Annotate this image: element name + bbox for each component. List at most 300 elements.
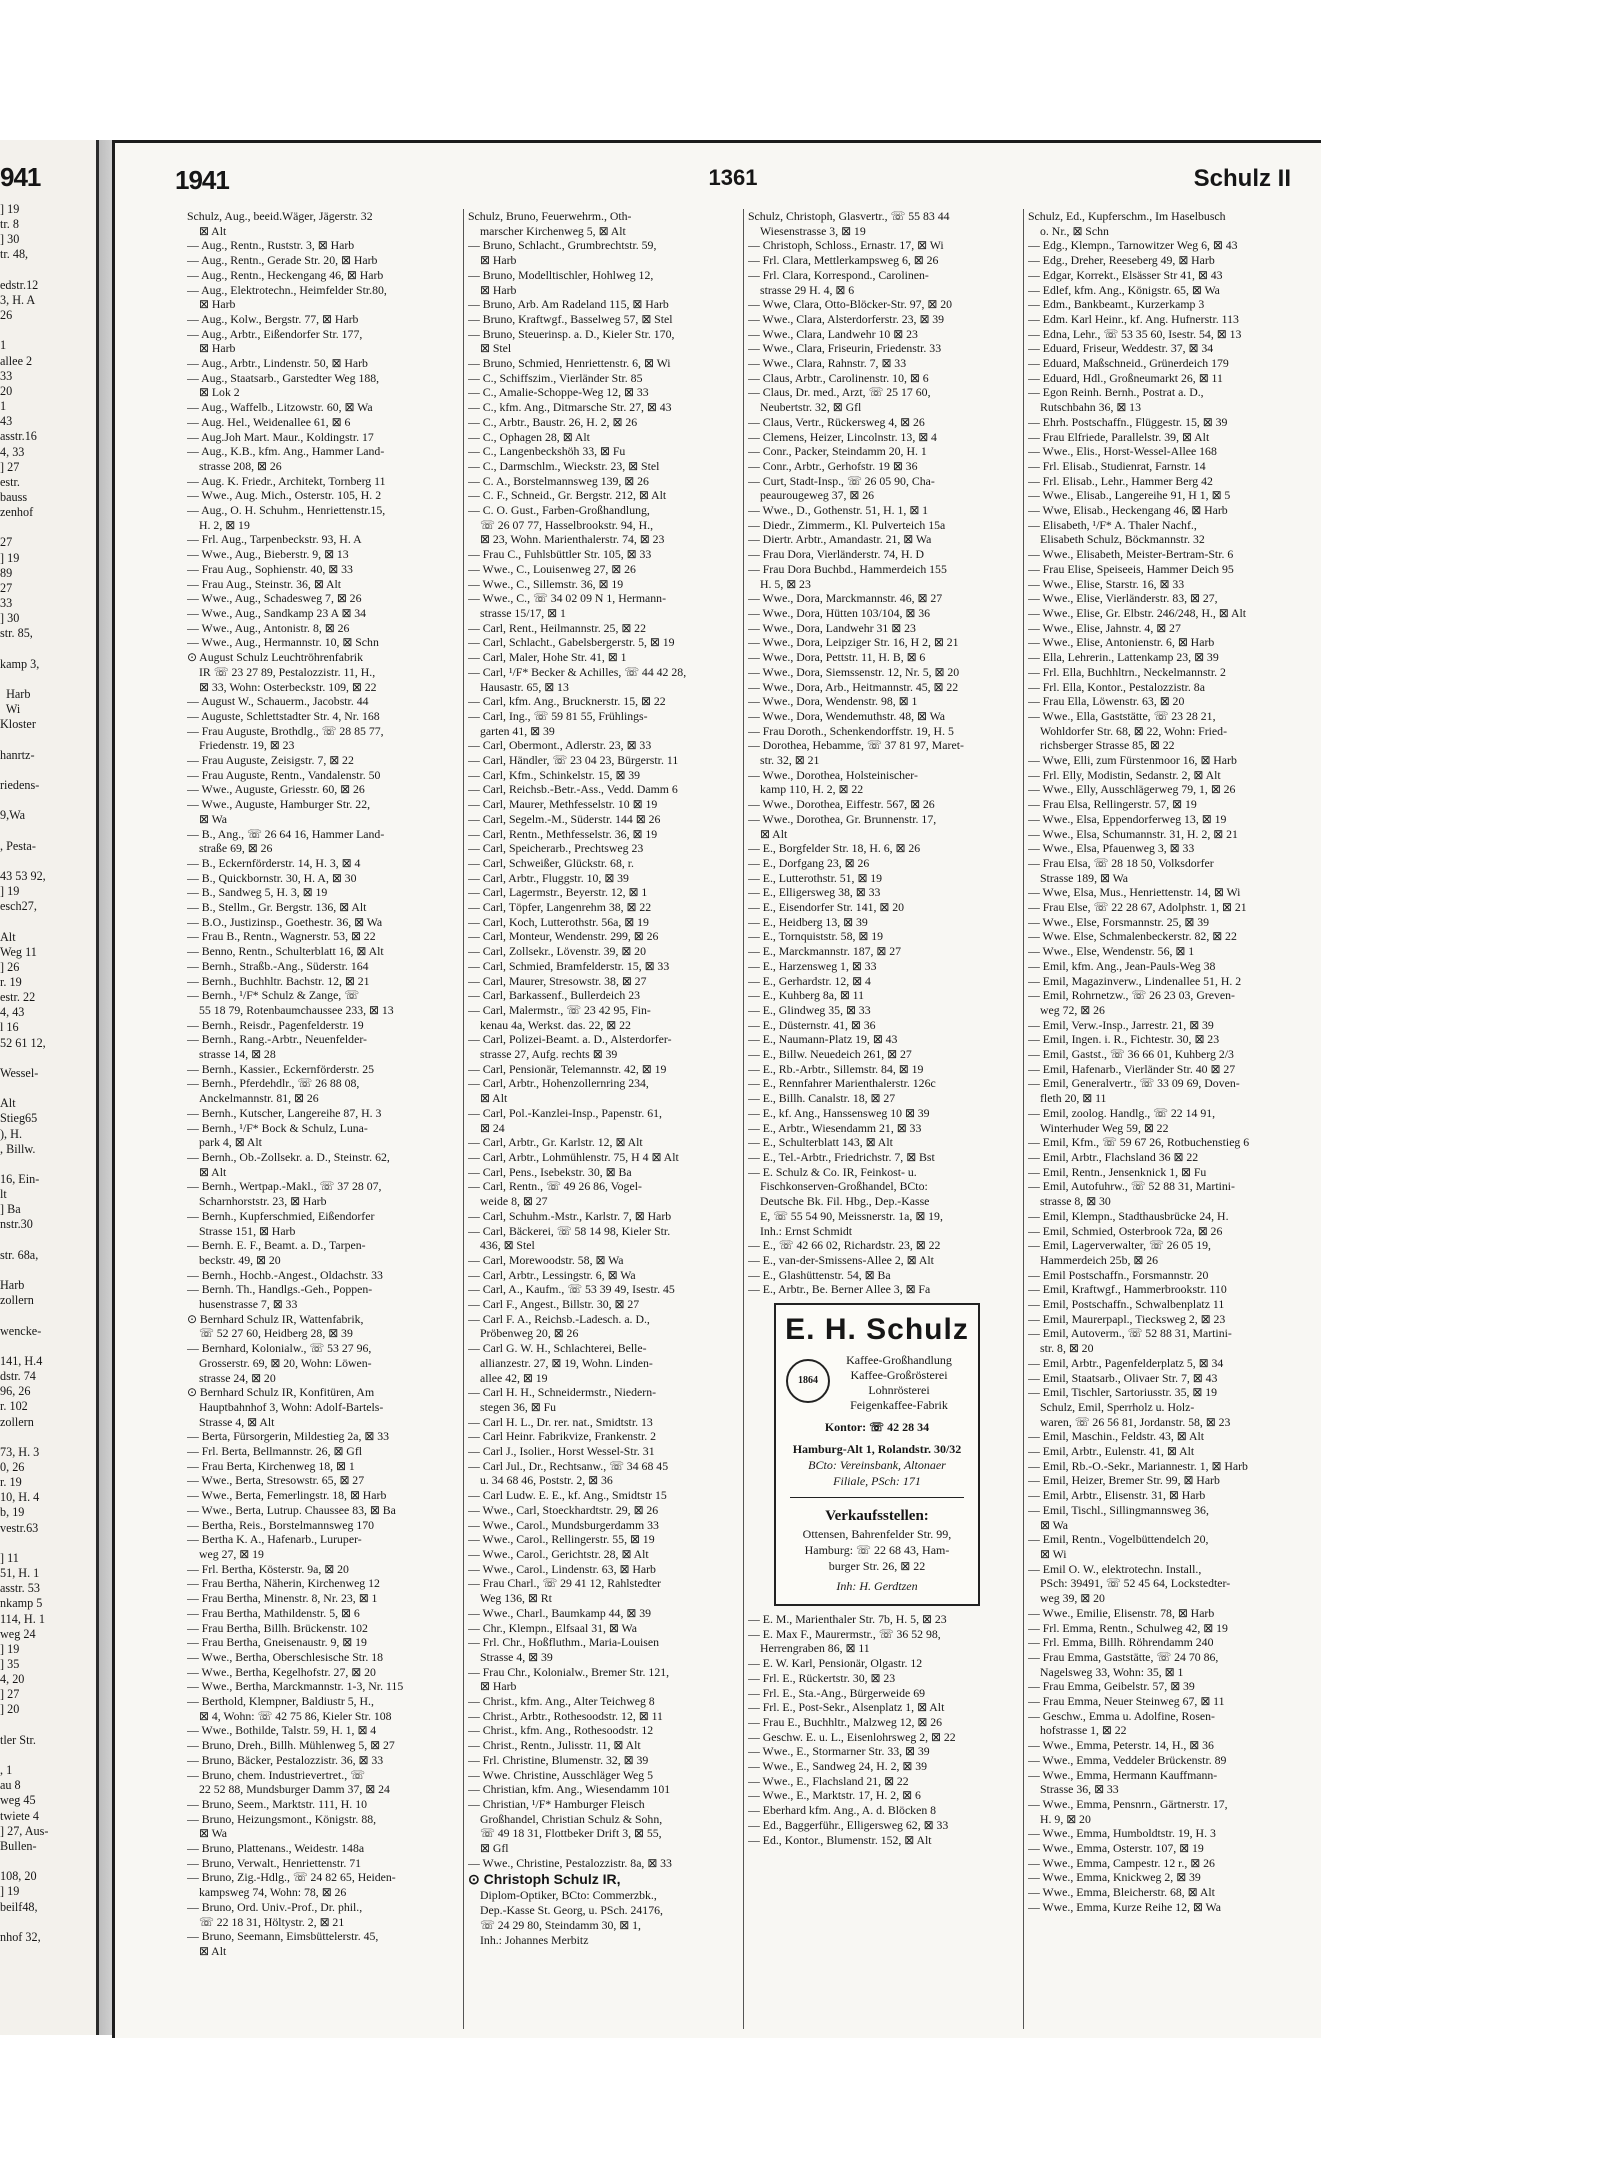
column-3-entries <box>744 209 1020 1297</box>
directory-entry: — Frl. E., Rückertstr. 30, ⊠ 23 <box>748 1670 896 1685</box>
column-1 <box>183 209 459 2029</box>
directory-entry: — Clemens, Heizer, Lincolnstr. 13, ⊠ 4 <box>748 429 937 444</box>
directory-entry: — C., Langenbeckshöh 33, ⊠ Fu <box>468 444 626 459</box>
directory-entry: — Aug., O. H. Schuhm., Henriettenstr.15, <box>187 503 386 518</box>
directory-entry: weide 8, ⊠ 27 <box>480 1194 548 1209</box>
directory-entry: — E., Rennfahrer Marienthalerstr. 126c <box>748 1076 936 1091</box>
directory-entry: waren, ☏ 26 56 81, Jordanstr. 58, ⊠ 23 <box>1040 1414 1231 1429</box>
directory-entry: allee 42, ⊠ 19 <box>480 1370 548 1385</box>
directory-entry: — Emil, Staatsarb., Olivaer Str. 7, ⊠ 43 <box>1028 1370 1218 1385</box>
directory-entry: — Wwe., E., Marktstr. 17, H. 2, ⊠ 6 <box>748 1788 921 1803</box>
directory-entry: — Berta, Fürsorgerin, Mildestieg 2a, ⊠ 33 <box>187 1429 389 1444</box>
directory-entry: — Carl, Rent., Heilmannstr. 25, ⊠ 22 <box>468 620 646 635</box>
directory-entry: Strasse 189, ⊠ Wa <box>1040 870 1129 885</box>
directory-entry: — Wwe., Elisab., Langereihe 91, H 1, ⊠ 5 <box>1028 488 1231 503</box>
directory-entry: — Emil, Gastst., ☏ 36 66 01, Kuhberg 2/3 <box>1028 1047 1234 1062</box>
directory-entry: — Wwe., Dora, Arb., Heitmannstr. 45, ⊠ 22 <box>748 679 959 694</box>
directory-entry: — Frau E., Buchhltr., Malzweg 12, ⊠ 26 <box>748 1714 943 1729</box>
directory-entry: — E., Tornquiststr. 58, ⊠ 19 <box>748 929 884 944</box>
directory-entry: — Diertr. Arbtr., Amandastr. 21, ⊠ Wa <box>748 532 932 547</box>
directory-entry: — Emil, Lagerverwalter, ☏ 26 05 19, <box>1028 1238 1211 1253</box>
directory-entry: — Wwe., Elise, Starstr. 16, ⊠ 33 <box>1028 576 1185 591</box>
directory-entry: — Bernh., ¹/F* Schulz & Zange, ☏ <box>187 988 359 1003</box>
directory-entry: PSch: 39491, ☏ 52 45 64, Lockstedter- <box>1040 1576 1231 1591</box>
directory-entry: Fischkonserven-Großhandel, BCto: <box>760 1179 928 1194</box>
directory-entry: H. 2, ⊠ 19 <box>199 517 250 532</box>
directory-entry: Hausastr. 65, ⊠ 13 <box>480 679 569 694</box>
directory-entry: ⊠ 23, Wohn. Marienthalerstr. 74, ⊠ 23 <box>480 532 665 547</box>
directory-entry: — Wwe., E., Stormarner Str. 33, ⊠ 39 <box>748 1744 930 1759</box>
ad-trade-line: Kaffee-Großhandlung <box>846 1353 952 1368</box>
directory-entry: — Carl, Schlacht., Gabelsbergerstr. 5, ⊠ 19 <box>468 635 675 650</box>
directory-entry: — Wwe., Elisabeth, Meister-Bertram-Str. 6 <box>1028 547 1234 562</box>
previous-page-text: ] 19 tr. 8 ] 30 tr. 48, edstr.12 3, H. A 26 1 allee 2 33 20 1 43 asstr.16 4, 33 ] 27 estr. bauss zenhof 27 ] 19 89 27 33 ] 30 str. 85, kamp 3, Harb Wi Kloster hanrtz- riedens- 9,Wa , Pesta- 43 53 92, ] 19 esch27, Alt Weg 11 ] 26 r. 19 estr. 22 4, 43 l 16 52 61 12, Wessel- Alt Stieg65 ), H. , Billw. 16, Ein- lt ] Ba nstr.30 str. 68a, Harb zollern wencke- 141, H.4 dstr. 74 96, 26 r. 102 zollern 73, H. 3 0, 26 r. 19 10, H. 4 b, 19 vestr.63 ] 11 51, H. 1 asstr. 53 nkamp 5 114, H. 1 weg 24 ] 19 ] 35 4, 20 ] 27 ] 20 tler Str. , 1 au 8 weg 45 twiete 4 ] 27, Aus- Bullen- 108, 20 ] 19 beilf48, nhof 32, <box>0 202 49 1944</box>
directory-entry: ☏ 52 27 60, Heidberg 28, ⊠ 39 <box>199 1326 353 1341</box>
directory-entry: — E. W. Karl, Pensionär, Olgastr. 12 <box>748 1656 923 1671</box>
directory-entry: — Claus, Dr. med., Arzt, ☏ 25 17 60, <box>748 385 931 400</box>
directory-entry: — Emil, Arbtr., Flachsland 36 ⊠ 22 <box>1028 1150 1199 1164</box>
directory-entry: — Frau Bertha, Gneisenaustr. 9, ⊠ 19 <box>187 1635 367 1650</box>
directory-entry: Neubertstr. 32, ⊠ Gfl <box>760 400 862 415</box>
directory-entry: ⊙ August Schulz Leuchtröhrenfabrik <box>187 650 363 665</box>
directory-entry: — Wwe., Berta, Lutrup. Chaussee 83, ⊠ Ba <box>187 1502 396 1517</box>
directory-entry: — Christ., Arbtr., Rothesoodstr. 12, ⊠ 11 <box>468 1708 663 1723</box>
previous-page-edge <box>0 140 99 2035</box>
directory-entry: — Bruno, Heizungsmont., Königstr. 88, <box>187 1811 377 1826</box>
directory-entry: — Wwe., Elly, Ausschlägerweg 79, 1, ⊠ 26 <box>1028 782 1236 797</box>
directory-entry: — Carl, Kfm., Schinkelstr. 15, ⊠ 39 <box>468 767 641 782</box>
directory-entry: strasse 15/17, ⊠ 1 <box>480 605 566 620</box>
directory-entry: — E., Glashüttenstr. 54, ⊠ Ba <box>748 1267 891 1282</box>
directory-entry: — Christian, ¹/F* Hamburger Fleisch <box>468 1796 645 1811</box>
directory-entry: — Bernh., Pferdehdlr., ☏ 26 88 08, <box>187 1076 360 1091</box>
directory-entry: — Aug., Rentn., Ruststr. 3, ⊠ Harb <box>187 238 355 253</box>
ad-sales-line: Ottensen, Bahrenfelder Str. 99, <box>802 1527 952 1542</box>
directory-entry: — Edm., Bankbeamt., Kurzerkamp 3 <box>1028 297 1205 312</box>
directory-entry: — Emil, Verw.-Insp., Jarrestr. 21, ⊠ 39 <box>1028 1017 1214 1032</box>
directory-entry: — Bruno, chem. Industrievertret., ☏ <box>187 1767 365 1782</box>
directory-entry: — Bruno, Seemann, Eimsbüttelerstr. 45, <box>187 1929 379 1944</box>
directory-entry: — Frl. Bertha, Kösterstr. 9a, ⊠ 20 <box>187 1561 349 1576</box>
directory-entry: — Bernh., Rang.-Arbtr., Neuenfelder- <box>187 1032 367 1047</box>
directory-entry: — E., Billh. Canalstr. 18, ⊠ 27 <box>748 1091 896 1106</box>
directory-entry: — Wwe., Carol., Gerichtstr. 28, ⊠ Alt <box>468 1546 649 1561</box>
directory-entry: — Frl. Emma, Billh. Röhrendamm 240 <box>1028 1635 1214 1650</box>
directory-entry: — Frau C., Fuhlsbüttler Str. 105, ⊠ 33 <box>468 547 652 562</box>
directory-entry: Dep.-Kasse St. Georg, u. PSch. 24176, <box>480 1903 663 1918</box>
directory-entry: — B.O., Justizinsp., Goethestr. 36, ⊠ Wa <box>187 914 383 929</box>
directory-entry: H. 9, ⊠ 20 <box>1040 1811 1091 1826</box>
directory-entry: — Frau Dora Buchbd., Hammerdeich 155 <box>748 561 947 576</box>
directory-entry: — Carl, Maurer, Methfesselstr. 10 ⊠ 19 <box>468 797 658 812</box>
directory-entry: — Wwe, Elli, zum Fürstenmoor 16, ⊠ Harb <box>1028 753 1237 768</box>
directory-entry: — Bruno, Kraftwgf., Basselweg 57, ⊠ Stel <box>468 311 673 326</box>
directory-entry: — E., Billw. Neuedeich 261, ⊠ 27 <box>748 1047 912 1062</box>
directory-entry: — Carl, A., Kaufm., ☏ 53 39 49, Isestr. 45 <box>468 1282 675 1297</box>
directory-entry: — Carl, Händler, ☏ 23 04 23, Bürgerstr. 11 <box>468 753 679 768</box>
directory-entry: — Claus, Vertr., Rückersweg 4, ⊠ 26 <box>748 414 925 429</box>
directory-entry: — Carl, Arbtr., Hohenzollernring 234, <box>468 1076 649 1091</box>
directory-entry: Strasse 151, ⊠ Harb <box>199 1223 296 1238</box>
directory-entry: Elisabeth Schulz, Böckmannstr. 32 <box>1040 532 1205 547</box>
directory-entry: — Carl, Lagermstr., Beyerstr. 12, ⊠ 1 <box>468 885 648 900</box>
directory-entry: ⊠ Harb <box>480 253 517 268</box>
directory-entry: strasse 8, ⊠ 30 <box>1040 1194 1111 1209</box>
directory-entry: Wiesenstrasse 3, ⊠ 19 <box>760 223 866 238</box>
directory-entry: — E., Arbtr., Be. Berner Allee 3, ⊠ Fa <box>748 1282 931 1297</box>
directory-entry: ⊠ Harb <box>199 297 236 312</box>
directory-entry: — Diedr., Zimmerm., Kl. Pulverteich 15a <box>748 517 946 532</box>
directory-entry: — Frau Berta, Kirchenweg 18, ⊠ 1 <box>187 1458 355 1473</box>
directory-entry: — Bruno, Bäcker, Pestalozzistr. 36, ⊠ 33 <box>187 1752 384 1767</box>
directory-entry: — E. Schulz & Co. IR, Feinkost- u. <box>748 1164 917 1179</box>
directory-entry: ⊠ 24 <box>480 1120 505 1135</box>
directory-entry: — Wwe., Dora, Landwehr 31 ⊠ 23 <box>748 620 916 635</box>
directory-entry: — Wwe., Emma, Bleicherstr. 68, ⊠ Alt <box>1028 1885 1215 1900</box>
directory-entry: — Emil, Tischler, Sartoriusstr. 35, ⊠ 19 <box>1028 1385 1217 1400</box>
directory-entry: — Carl, Bäckerei, ☏ 58 14 98, Kieler Str. <box>468 1223 671 1238</box>
directory-entry: str. 32, ⊠ 21 <box>760 753 820 768</box>
directory-entry: — E., Marckmannstr. 187, ⊠ 27 <box>748 944 902 959</box>
directory-entry: — Wwe., Dorothea, Gr. Brunnenstr. 17, <box>748 811 937 826</box>
directory-entry: ⊠ Alt <box>760 826 788 841</box>
directory-entry: — Aug., Rentn., Heckengang 46, ⊠ Harb <box>187 267 384 282</box>
directory-entry: — E., Lutterothstr. 51, ⊠ 19 <box>748 870 883 885</box>
directory-entry: — Emil, zoolog. Handlg., ☏ 22 14 91, <box>1028 1105 1216 1120</box>
directory-entry: weg 39, ⊠ 20 <box>1040 1591 1105 1606</box>
directory-entry: — Aug., Arbtr., Eißendorfer Str. 177, <box>187 326 363 341</box>
directory-entry: — Ed., Kontor., Blumenstr. 152, ⊠ Alt <box>748 1832 932 1847</box>
directory-entry: — B., Ang., ☏ 26 64 16, Hammer Land- <box>187 826 385 841</box>
directory-entry: — Wwe., Elise, Antonienstr. 6, ⊠ Harb <box>1028 635 1215 650</box>
directory-entry: — Carl, Rentn., Methfesselstr. 36, ⊠ 19 <box>468 826 658 841</box>
directory-entry: — Emil, Kfm., ☏ 59 67 26, Rotbuchenstieg 6 <box>1028 1135 1250 1150</box>
directory-entry: — Carl, Zollsekr., Lövenstr. 39, ⊠ 20 <box>468 944 646 959</box>
directory-entry: — E., Naumann-Platz 19, ⊠ 43 <box>748 1032 898 1047</box>
directory-entry: — Wwe., Emma, Peterstr. 14, H., ⊠ 36 <box>1028 1738 1214 1753</box>
directory-entry: — Wwe., Charl., Baumkamp 44, ⊠ 39 <box>468 1605 651 1620</box>
directory-entry: weg 72, ⊠ 26 <box>1040 1002 1105 1017</box>
directory-entry: — Wwe., Berta, Femerlingstr. 18, ⊠ Harb <box>187 1488 387 1503</box>
directory-entry: — Wwe., Emma, Knickweg 2, ⊠ 39 <box>1028 1870 1201 1885</box>
directory-entry: H. 5, ⊠ 23 <box>760 576 811 591</box>
directory-entry: — Frau Auguste, Brothdlg., ☏ 28 85 77, <box>187 723 384 738</box>
directory-entry: — Carl, Reichsb.-Betr.-Ass., Vedd. Damm 6 <box>468 782 678 797</box>
directory-entry: — Frau Else, ☏ 22 28 67, Adolphstr. 1, ⊠ 21 <box>1028 900 1247 915</box>
directory-entry: — Carl, Schmied, Bramfelderstr. 15, ⊠ 33 <box>468 958 670 973</box>
directory-entry: — Edm. Karl Heinr., kf. Ang. Hufnerstr. 113 <box>1028 311 1239 326</box>
directory-entry: allianzestr. 27, ⊠ 19, Wohn. Linden- <box>480 1355 653 1370</box>
directory-entry: — E., Tel.-Arbtr., Friedrichstr. 7, ⊠ Bst <box>748 1150 935 1164</box>
directory-entry: Herrengraben 86, ⊠ 11 <box>760 1641 870 1656</box>
column-3 <box>743 209 1020 2029</box>
directory-entry: strasse 208, ⊠ 26 <box>199 458 282 473</box>
directory-entry: — Egon Reinh. Bernh., Postrat a. D., <box>1028 385 1204 400</box>
directory-entry: — E., Elligersweg 38, ⊠ 33 <box>748 885 881 900</box>
directory-entry: — Ed., Baggerführ., Elligersweg 62, ⊠ 33 <box>748 1817 949 1832</box>
directory-entry: — Christ., kfm. Ang., Rothesoodstr. 12 <box>468 1723 654 1738</box>
directory-entry: — Emil, Rentn., Jensenknick 1, ⊠ Fu <box>1028 1164 1207 1179</box>
directory-entry: — E., Heidberg 13, ⊠ 39 <box>748 914 868 929</box>
directory-entry: — Frau Bertha, Näherin, Kirchenweg 12 <box>187 1576 380 1591</box>
directory-entry: — Edlef, kfm. Ang., Königstr. 65, ⊠ Wa <box>1028 282 1220 297</box>
directory-entry: — Frl. E., Post-Sekr., Alsenplatz 1, ⊠ Alt <box>748 1700 945 1715</box>
directory-entry: ⊠ Alt <box>480 1091 508 1106</box>
directory-entry: — Wwe., Carol., Rellingerstr. 55, ⊠ 19 <box>468 1532 655 1547</box>
directory-entry: — Wwe., Elsa, Eppendorferweg 13, ⊠ 19 <box>1028 811 1227 826</box>
directory-entry: ⊠ Harb <box>199 341 236 356</box>
directory-entry: — Emil Postschaffn., Forsmannstr. 20 <box>1028 1267 1209 1282</box>
directory-entry: — Wwe., Clara, Friseurin, Friedenstr. 33 <box>748 341 942 356</box>
directory-entry: — Emil, Maurerpapl., Tiecksweg 2, ⊠ 23 <box>1028 1311 1226 1326</box>
directory-entry: — Ella, Lehrerin., Lattenkamp 23, ⊠ 39 <box>1028 650 1219 665</box>
directory-entry: — Wwe., Christine, Pestalozzistr. 8a, ⊠ 33 <box>468 1855 672 1870</box>
ad-branch: Filiale, PSch: 171 <box>833 1474 921 1489</box>
directory-entry: — Frau Elsa, ☏ 28 18 50, Volksdorfer <box>1028 855 1214 870</box>
directory-entry: richsberger Strasse 85, ⊠ 22 <box>1040 738 1175 753</box>
directory-entry: — Wwe., Emilie, Elisenstr. 78, ⊠ Harb <box>1028 1605 1215 1620</box>
directory-entry: ⊠ Harb <box>480 1679 517 1694</box>
directory-entry: Schulz, Bruno, Feuerwehrm., Oth- <box>468 209 632 223</box>
directory-entry: — Frau Dora, Vierländerstr. 74, H. D <box>748 547 924 562</box>
directory-entry: Strasse 36, ⊠ 33 <box>1040 1782 1119 1797</box>
directory-entry: — Wwe., Emma, Humboldtstr. 19, H. 3 <box>1028 1826 1216 1841</box>
directory-entry: — Frau Elsa, Rellingerstr. 57, ⊠ 19 <box>1028 797 1197 812</box>
directory-entry: 55 18 79, Rotenbaumchaussee 233, ⊠ 13 <box>199 1002 394 1017</box>
ad-seal-emblem: 1864 <box>786 1359 830 1403</box>
directory-entry: — Carl, Schweißer, Glückstr. 68, r. <box>468 855 634 870</box>
directory-entry: — Emil, Arbtr., Elisenstr. 31, ⊠ Harb <box>1028 1488 1206 1503</box>
directory-entry: ⊠ 4, Wohn: ☏ 42 75 86, Kieler Str. 108 <box>199 1708 392 1723</box>
directory-entry: — Emil O. W., elektrotechn. Install., <box>1028 1561 1202 1576</box>
directory-entry: — Carl, Töpfer, Langenrehm 38, ⊠ 22 <box>468 900 652 915</box>
directory-entry: — Wwe. Christine, Ausschläger Weg 5 <box>468 1767 654 1782</box>
directory-entry: — Frau Elfriede, Parallelstr. 39, ⊠ Alt <box>1028 429 1210 444</box>
directory-entry: — Ehrh. Postschaffn., Flüggestr. 15, ⊠ 39 <box>1028 414 1228 429</box>
directory-entry: — Frau Auguste, Zeisigstr. 7, ⊠ 22 <box>187 753 354 768</box>
directory-entry: — Bruno, Schlacht., Grumbrechtstr. 59, <box>468 238 657 253</box>
directory-entry: strasse 27, Aufg. rechts ⊠ 39 <box>480 1047 618 1062</box>
directory-entry: — Frl. E., Sta.-Ang., Bürgerweide 69 <box>748 1685 926 1700</box>
directory-entry: — Conr., Packer, Steindamm 20, H. 1 <box>748 444 927 459</box>
directory-entry: — Bernh., ¹/F* Bock & Schulz, Luna- <box>187 1120 368 1135</box>
directory-entry: — Aug. K. Friedr., Architekt, Tornberg 11 <box>187 473 386 488</box>
directory-entry: — E., Eisendorfer Str. 141, ⊠ 20 <box>748 900 905 915</box>
directory-entry: Scharnhorststr. 23, ⊠ Harb <box>199 1194 327 1209</box>
directory-entry: — Carl, Segelm.-M., Süderstr. 144 ⊠ 26 <box>468 811 661 826</box>
directory-entry: — Frl. Aug., Tarpenbeckstr. 93, H. A <box>187 532 362 547</box>
directory-entry: — Bertha, Reis., Borstelmannsweg 170 <box>187 1517 375 1532</box>
directory-entry: — Christian, kfm. Ang., Wiesendamm 101 <box>468 1782 671 1797</box>
directory-entry: — Carl, Maurer, Stresowstr. 38, ⊠ 27 <box>468 973 647 988</box>
directory-entry: — Carl, kfm. Ang., Brucknerstr. 15, ⊠ 22 <box>468 694 666 709</box>
directory-entry: — Wwe., Elis., Horst-Wessel-Allee 168 <box>1028 444 1217 459</box>
directory-entry: — Wwe., D., Gothenstr. 51, H. 1, ⊠ 1 <box>748 503 929 518</box>
directory-entry: 22 52 88, Mundsburger Damm 37, ⊠ 24 <box>199 1782 390 1797</box>
directory-entry: — Emil, Rentn., Vogelbüttendelch 20, <box>1028 1532 1209 1547</box>
directory-entry: ☏ 22 18 31, Höltystr. 2, ⊠ 21 <box>199 1914 345 1929</box>
directory-entry: — Frau Aug., Sophienstr. 40, ⊠ 33 <box>187 561 353 576</box>
directory-entry: — Eduard, Maßschneid., Grünerdeich 179 <box>1028 356 1229 371</box>
directory-entry: — Christ., Rentn., Julisstr. 11, ⊠ Alt <box>468 1738 641 1753</box>
directory-entry: — Wwe., Bothilde, Talstr. 59, H. 1, ⊠ 4 <box>187 1723 377 1738</box>
ad-trade-line: Kaffee-Großrösterei <box>850 1368 948 1383</box>
directory-entry: ☏ 24 29 80, Steindamm 30, ⊠ 1, <box>480 1917 641 1932</box>
directory-entry: — Bernh., Kutscher, Langereihe 87, H. 3 <box>187 1105 382 1120</box>
directory-entry: — Emil, Maschin., Feldstr. 43, ⊠ Alt <box>1028 1429 1205 1444</box>
directory-entry: — Carl, Schuhm.-Mstr., Karlstr. 7, ⊠ Harb <box>468 1208 672 1223</box>
directory-page <box>112 140 1321 2038</box>
directory-entry: Strasse 4, ⊠ 39 <box>480 1649 553 1664</box>
directory-entry: — Carl F., Angest., Billstr. 30, ⊠ 27 <box>468 1297 640 1312</box>
directory-entry: — Wwe., Dora, Wendemuthstr. 48, ⊠ Wa <box>748 708 946 723</box>
directory-entry: — Emil, Heizer, Bremer Str. 99, ⊠ Harb <box>1028 1473 1220 1488</box>
directory-entry: — Wwe., Elsa, Pfauenweg 3, ⊠ 33 <box>1028 841 1195 856</box>
directory-entry: hofstrasse 1, ⊠ 22 <box>1040 1723 1127 1738</box>
directory-entry: — B., Quickbornstr. 30, H. A, ⊠ 30 <box>187 870 357 885</box>
directory-entry: — Aug., Arbtr., Lindenstr. 50, ⊠ Harb <box>187 356 368 371</box>
directory-entry: — C., Arbtr., Baustr. 26, H. 2, ⊠ 26 <box>468 414 638 429</box>
directory-entry: — Frl. Christine, Blumenstr. 32, ⊠ 39 <box>468 1752 649 1767</box>
directory-entry: ⊠ Alt <box>199 1164 227 1179</box>
directory-entry: Schulz, Ed., Kupferschm., Im Haselbusch <box>1028 209 1226 223</box>
directory-entry: — Bernhard, Kolonialw., ☏ 53 27 96, <box>187 1341 372 1356</box>
directory-entry: — Frau Emma, Gaststätte, ☏ 24 70 86, <box>1028 1649 1219 1664</box>
directory-entry: ⊠ Alt <box>199 223 227 238</box>
directory-entry: — Christoph, Schloss., Ernastr. 17, ⊠ Wi <box>748 238 944 253</box>
directory-entry: — B., Eckernförderstr. 14, H. 3, ⊠ 4 <box>187 855 361 870</box>
directory-entry: — C. O. Gust., Farben-Großhandlung, <box>468 503 650 518</box>
directory-entry: Hauptbahnhof 3, Wohn: Adolf-Bartels- <box>199 1399 384 1414</box>
directory-entry: — Frau Emma, Geibelstr. 57, ⊠ 39 <box>1028 1679 1195 1694</box>
directory-entry: — Frl. Elisab., Lehr., Hammer Berg 42 <box>1028 473 1213 488</box>
directory-entry: — Wwe., Ella, Gaststätte, ☏ 23 28 21, <box>1028 708 1216 723</box>
directory-entry: Pröbenweg 20, ⊠ 26 <box>480 1326 579 1341</box>
directory-entry: — Aug., Elektrotechn., Heimfelder Str.80, <box>187 282 387 297</box>
directory-entry: — Wwe., Emma, Osterstr. 107, ⊠ 19 <box>1028 1841 1204 1856</box>
directory-entry: — E., Glindweg 35, ⊠ 33 <box>748 1002 871 1017</box>
directory-entry: — E. M., Marienthaler Str. 7b, H. 5, ⊠ 23 <box>748 1612 947 1627</box>
directory-entry: — Wwe., Clara, Rahnstr. 7, ⊠ 33 <box>748 356 907 371</box>
directory-entry: — Frl. Elly, Modistin, Sedanstr. 2, ⊠ Alt <box>1028 767 1221 782</box>
directory-entry: — Emil, Rb.-O.-Sekr., Mariannestr. 1, ⊠ Harb <box>1028 1458 1248 1473</box>
directory-entry: — E., Borgfelder Str. 18, H. 6, ⊠ 26 <box>748 841 921 856</box>
directory-entry: — Carl Heinr. Fabrikvize, Frankenstr. 2 <box>468 1429 657 1444</box>
directory-entry: — Bruno, Zig.-Hdlg., ☏ 24 82 65, Heiden- <box>187 1870 396 1885</box>
directory-entry: ⊠ Wa <box>199 1826 228 1841</box>
directory-entry: — Bruno, Schmied, Henriettenstr. 6, ⊠ Wi <box>468 356 671 371</box>
directory-entry: — Bruno, Modelltischler, Hohlweg 12, <box>468 267 654 282</box>
directory-entry: Rutschbahn 36, ⊠ 13 <box>1040 400 1141 415</box>
directory-entry: o. Nr., ⊠ Schn <box>1040 223 1109 238</box>
directory-entry: — Edgar, Korrekt., Elsässer Str 41, ⊠ 43 <box>1028 267 1223 282</box>
directory-entry: — E., Dorfgang 23, ⊠ 26 <box>748 855 870 870</box>
directory-entry: — Wwe., Dorothea, Eiffestr. 567, ⊠ 26 <box>748 797 935 812</box>
ad-sales-heading: Verkaufsstellen: <box>825 1508 929 1525</box>
directory-entry: ⊠ Alt <box>199 1943 227 1958</box>
directory-entry: husenstrasse 7, ⊠ 33 <box>199 1297 298 1312</box>
directory-entry: — Aug., Kolw., Bergstr. 77, ⊠ Harb <box>187 311 359 326</box>
directory-entry: — Geschw., Emma u. Adolfine, Rosen- <box>1028 1708 1215 1723</box>
directory-entry: — Wwe., C., ☏ 34 02 09 N 1, Hermann- <box>468 591 667 606</box>
directory-entry: — Wwe., Carl, Stoeckhardtstr. 29, ⊠ 26 <box>468 1502 659 1517</box>
directory-entry: — Carl, Monteur, Wendenstr. 299, ⊠ 26 <box>468 929 659 944</box>
directory-entry: — Emil, Autoverm., ☏ 52 88 31, Martini- <box>1028 1326 1232 1341</box>
ad-trade-line: Feigenkaffee-Fabrik <box>850 1398 948 1413</box>
ad-kontor: Kontor: ☏ 42 28 34 <box>824 1420 930 1435</box>
directory-entry: — Bernh., Kassier., Eckernförderstr. 25 <box>187 1061 375 1076</box>
directory-entry: Großhandel, Christian Schulz & Sohn, <box>480 1811 663 1826</box>
column-3-after-ad <box>744 1612 1020 1847</box>
column-1-entries <box>183 209 459 1959</box>
directory-entry: — Eduard, Hdl., Großneumarkt 26, ⊠ 11 <box>1028 370 1223 385</box>
directory-entry: — Carl, Morewoodstr. 58, ⊠ Wa <box>468 1252 624 1267</box>
directory-entry: — Aug.Joh Mart. Maur., Koldingstr. 17 <box>187 429 374 444</box>
directory-entry: — Benno, Rentn., Schulterblatt 16, ⊠ Alt <box>187 944 384 959</box>
directory-entry: — Frau Bertha, Minenstr. 8, Nr. 23, ⊠ 1 <box>187 1591 378 1606</box>
ad-bank: BCto: Vereinsbank, Altonaer <box>808 1458 946 1473</box>
directory-entry: — Emil, Generalvertr., ☏ 33 09 69, Doven- <box>1028 1076 1240 1091</box>
directory-entry: — Emil, Tischl., Sillingmannsweg 36, <box>1028 1502 1209 1517</box>
directory-entry: — Emil, Klempn., Stadthausbrücke 24, H. <box>1028 1208 1229 1223</box>
directory-entry: — Wwe., Auguste, Griesstr. 60, ⊠ 26 <box>187 782 365 797</box>
directory-entry: — Bruno, Dreh., Billh. Mühlenweg 5, ⊠ 27 <box>187 1738 395 1753</box>
directory-entry: — Bernh., Hochb.-Angest., Oldachstr. 33 <box>187 1267 383 1282</box>
directory-entry: — Carl, Polizei-Beamt. a. D., Alsterdorfer- <box>468 1032 672 1047</box>
directory-entry: — Wwe, Clara, Otto-Blöcker-Str. 97, ⊠ 20 <box>748 297 953 312</box>
directory-entry: — Frau Charl., ☏ 29 41 12, Rahlstedter <box>468 1576 661 1591</box>
directory-entry: — E., Düsternstr. 41, ⊠ 36 <box>748 1017 876 1032</box>
directory-entry: — C. A., Borstelmannsweg 139, ⊠ 26 <box>468 473 649 488</box>
directory-entry: — Wwe., Aug., Hermannstr. 10, ⊠ Schn <box>187 635 379 650</box>
directory-entry: ⊠ Lok 2 <box>199 385 240 400</box>
ad-divider <box>790 1497 964 1498</box>
directory-entry: — Wwe., E., Flachsland 21, ⊠ 22 <box>748 1773 909 1788</box>
directory-entry: — Wwe., Aug., Antonistr. 8, ⊠ 26 <box>187 620 350 635</box>
directory-entry: — Bruno, Ord. Univ.-Prof., Dr. phil., <box>187 1899 363 1914</box>
directory-entry: — E., Schulterblatt 143, ⊠ Alt <box>748 1135 893 1150</box>
directory-entry: ⊠ Harb <box>480 282 517 297</box>
directory-entry: — C., Darmschlm., Wieckstr. 23, ⊠ Stel <box>468 458 660 473</box>
directory-entry: — Emil, Arbtr., Pagenfelderplatz 5, ⊠ 34 <box>1028 1355 1224 1370</box>
christoph-schulz-heading: ⊙ Christoph Schulz IR, <box>468 1871 621 1888</box>
directory-entry: — Carl, Barkassenf., Bullerdeich 23 <box>468 988 640 1003</box>
directory-entry: — Wwe., Aug., Sandkamp 23 A ⊠ 34 <box>187 605 367 620</box>
directory-entry: ☏ 49 18 31, Flottbeker Drift 3, ⊠ 55, <box>480 1826 662 1841</box>
columns-container <box>183 209 1297 2029</box>
directory-entry: peaurougeweg 37, ⊠ 26 <box>760 488 875 503</box>
directory-entry: — Frl. Clara, Mettlerkampsweg 6, ⊠ 26 <box>748 253 939 268</box>
directory-entry: — Aug., K.B., kfm. Ang., Hammer Land- <box>187 444 385 459</box>
directory-entry: — Emil, Magazinverw., Lindenallee 51, H. 2 <box>1028 973 1242 988</box>
directory-entry: — Carl F. A., Reichsb.-Ladesch. a. D., <box>468 1311 650 1326</box>
directory-entry: — Carl Jul., Dr., Rechtsanw., ☏ 34 68 45 <box>468 1458 669 1473</box>
directory-entry: — B., Stellm., Gr. Bergstr. 136, ⊠ Alt <box>187 900 367 915</box>
directory-entry: — Claus, Arbtr., Carolinenstr. 10, ⊠ 6 <box>748 370 929 385</box>
ad-trade-lines <box>824 1353 974 1413</box>
directory-entry: strasse 14, ⊠ 28 <box>199 1047 276 1062</box>
directory-entry: kamp 110, H. 2, ⊠ 22 <box>760 782 864 797</box>
directory-entry: stegen 36, ⊠ Fu <box>480 1399 557 1414</box>
directory-entry: — Wwe., Dora, Wendenstr. 98, ⊠ 1 <box>748 694 918 709</box>
directory-entry: Schulz, Aug., beeid.Wäger, Jägerstr. 32 <box>187 209 373 223</box>
directory-entry: — Bruno, Seem., Marktstr. 111, H. 10 <box>187 1796 367 1811</box>
directory-entry: fleth 20, ⊠ 11 <box>1040 1091 1107 1106</box>
directory-entry: — Wwe., Elsa, Schumannstr. 31, H. 2, ⊠ 21 <box>1028 826 1238 841</box>
directory-entry: Inh.: Johannes Merbitz <box>480 1932 589 1947</box>
directory-entry: Deutsche Bk. Fil. Hbg., Dep.-Kasse <box>760 1194 930 1209</box>
directory-entry: IR ☏ 23 27 89, Pestalozzistr. 11, H., <box>199 664 376 679</box>
